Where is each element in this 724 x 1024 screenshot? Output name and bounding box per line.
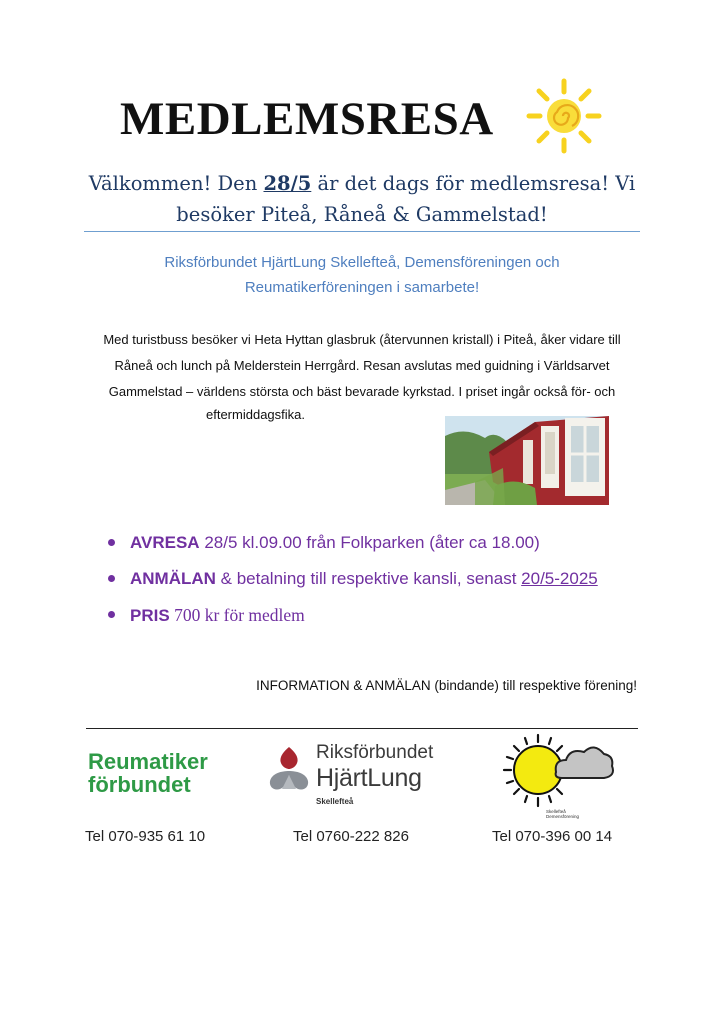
sun-cloud-icon xyxy=(500,732,616,810)
trip-description: Med turistbuss besöker vi Heta Hyttan glasbruk (återvunnen kristall) i Piteå, åker vidare till Råneå och lunch på Melderstein Herrgård. Resan avslutas med guidning i Världsarvet Gammelstad – världens största och bäst bevarade kyrkstad. I priset ingår också för- och xyxy=(103,332,621,399)
heart-lung-icon xyxy=(268,745,310,795)
signature-line xyxy=(86,728,638,729)
divider xyxy=(84,231,640,232)
trip-date: 28/5 xyxy=(263,172,312,195)
phone-reumatiker: Tel 070-935 61 10 xyxy=(85,828,206,845)
page-title: MEDLEMSRESA xyxy=(120,93,494,145)
list-item-registration: ANMÄLAN & betalning till respektive kansli, senast 20/5-2025 xyxy=(108,564,598,600)
list-item-departure: AVRESA 28/5 kl.09.00 från Folkparken (åter ca 18.00) xyxy=(108,528,598,564)
cottages-photo xyxy=(445,416,609,505)
demens-logo-text: Skellefteå Demensförening xyxy=(546,809,580,819)
phone-demens: Tel 070-396 00 14 xyxy=(492,828,613,845)
welcome-text: Välkommen! Den 28/5 är det dags för medlemsresa! Vi besöker Piteå, Råneå & Gammelstad! xyxy=(88,172,636,226)
bullet-icon xyxy=(108,611,115,618)
reumatiker-logo: Reumatiker förbundet xyxy=(88,749,208,797)
hjartlung-logo: Riksförbundet HjärtLung Skellefteå xyxy=(316,742,434,806)
phone-hjartlung: Tel 0760-222 826 xyxy=(293,828,409,845)
trip-description-end: eftermiddagsfika. xyxy=(206,407,305,422)
collaboration-text: Riksförbundet HjärtLung Skellefteå, Demensföreningen och Reumatikerföreningen i samarbete! xyxy=(164,254,560,296)
list-item-price: PRIS 700 kr för medlem xyxy=(108,600,598,636)
sun-icon xyxy=(526,78,602,154)
bullet-icon xyxy=(108,539,115,546)
registration-deadline: 20/5-2025 xyxy=(521,569,598,588)
bullet-icon xyxy=(108,575,115,582)
info-text: INFORMATION & ANMÄLAN (bindande) till respektive förening! xyxy=(256,678,637,693)
trip-details-list xyxy=(108,528,598,636)
